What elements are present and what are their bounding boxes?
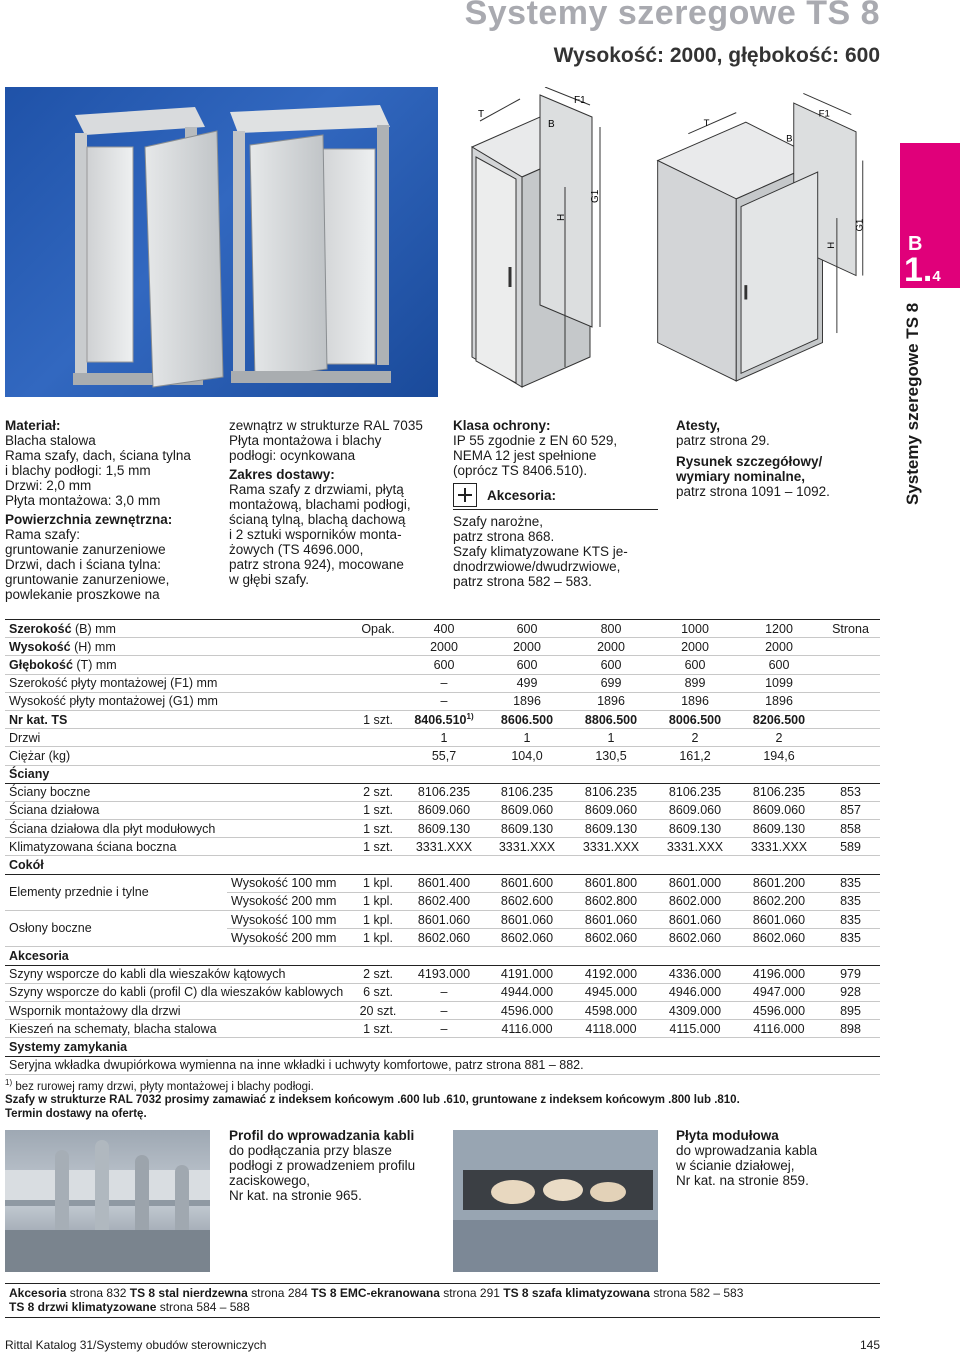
table-cell — [821, 747, 880, 765]
table-cell: 8609.130 — [403, 820, 485, 838]
table-cell: 600 — [569, 656, 653, 674]
text-line: Powierzchnia zewnętrzna: — [5, 512, 173, 527]
page-footer — [5, 1338, 880, 1352]
table-cell: 1 — [569, 729, 653, 747]
table-cell: 20 szt. — [353, 1001, 403, 1019]
table-cell: 4309.000 — [653, 1001, 737, 1019]
table-row — [5, 747, 880, 765]
text-line: gruntowanie zanurzeniowe — [5, 542, 166, 557]
text-line: Rama szafy: — [5, 527, 81, 542]
table-cell: Wysokość 100 mm — [227, 874, 353, 892]
text-line: Drzwi, dach i ściana tylna: — [5, 557, 162, 572]
table-cell: 194,6 — [737, 747, 821, 765]
table-cell: 8106.235 — [653, 783, 737, 801]
text-line: Rama szafy, dach, ściana tylna — [5, 448, 191, 463]
table-cell: 4945.000 — [569, 983, 653, 1001]
table-cell: 979 — [821, 965, 880, 983]
table-cell — [821, 710, 880, 728]
table-cell: 1 kpl. — [353, 892, 403, 910]
text-line: Płyta montażowa i blachy — [229, 433, 382, 448]
table-row — [5, 947, 880, 965]
table-cell: 4596.000 — [485, 1001, 569, 1019]
text-line: i 2 sztuki wsporników monta- — [229, 527, 402, 542]
table-cell: Wysokość 100 mm — [227, 911, 353, 929]
table-cell: 600 — [403, 656, 485, 674]
text-line: Rama szafy z drzwiami, płytą — [229, 482, 404, 497]
table-row — [5, 638, 880, 656]
table-cell: 899 — [653, 674, 737, 692]
table-cell: 8601.800 — [569, 874, 653, 892]
table-row — [5, 1038, 880, 1056]
table-cell: 835 — [821, 911, 880, 929]
table-cell: 858 — [821, 820, 880, 838]
table-cell: – — [403, 674, 485, 692]
table-cell: 8602.060 — [737, 929, 821, 947]
text-line: zaciskowego, — [229, 1173, 311, 1188]
table-cell: 8602.800 — [569, 892, 653, 910]
table-cell: 8601.600 — [485, 874, 569, 892]
table-cell: 8106.235 — [737, 783, 821, 801]
table-cell — [821, 729, 880, 747]
module-plate-photo — [453, 1130, 658, 1272]
table-cell: 4116.000 — [737, 1020, 821, 1038]
table-cell — [353, 674, 403, 692]
group-label: Osłony boczne — [5, 911, 227, 947]
table-cell: Wysokość płyty montażowej (G1) mm — [5, 692, 353, 710]
table-cell: Ściana działowa dla płyt modułowych — [5, 820, 353, 838]
table-cell: 3331.XXX — [403, 838, 485, 856]
module-plate-text — [676, 1128, 876, 1188]
acc-ref-label: Akcesoria — [9, 1286, 67, 1300]
table-cell: 4118.000 — [569, 1020, 653, 1038]
page-title: Systemy szeregowe TS 8 — [464, 0, 880, 32]
material-column — [5, 418, 215, 602]
table-cell: 8602.200 — [737, 892, 821, 910]
table-cell — [353, 656, 403, 674]
table-cell — [353, 729, 403, 747]
table-cell: 1896 — [737, 692, 821, 710]
table-row — [5, 1001, 880, 1019]
label-t-2: T — [703, 118, 710, 130]
text-line: w ścianie działowej, — [676, 1158, 795, 1173]
label-h-2: H — [826, 241, 837, 249]
text-line: patrz strona 868. — [453, 529, 555, 544]
text-line: do podłączania przy blasze — [229, 1143, 392, 1158]
text-line: do wprowadzania kabla — [676, 1143, 818, 1158]
table-cell: 4193.000 — [403, 965, 485, 983]
table-cell: Szerokość płyty montażowej (F1) mm — [5, 674, 353, 692]
cable-entry-heading: Profil do wprowadzania kabli — [229, 1128, 415, 1143]
approvals-heading: Atesty, — [676, 418, 721, 433]
drawing-heading-a: Rysunek szczegółowy/ — [676, 454, 823, 469]
table-row — [5, 674, 880, 692]
table-cell: 1896 — [485, 692, 569, 710]
table-row — [5, 838, 880, 856]
table-cell: – — [403, 1020, 485, 1038]
accessories-header — [453, 483, 658, 510]
text-line: IP 55 zgodnie z EN 60 529, — [453, 433, 618, 448]
table-cell — [353, 638, 403, 656]
acc-ref-label: TS 8 EMC-ekranowana — [311, 1286, 440, 1300]
table-row — [5, 656, 880, 674]
table-cell: 2000 — [653, 638, 737, 656]
footnote-1: $^{1)}$ bez rurowej ramy drzwi, płyty montażowej i blachy podłogi. — [5, 1078, 314, 1093]
label-h: H — [556, 213, 567, 221]
text-line: Drzwi: 2,0 mm — [5, 478, 92, 493]
acc-ref-label: TS 8 drzwi klimatyzowane — [9, 1299, 157, 1314]
table-cell: 8601.000 — [653, 874, 737, 892]
table-cell: 8602.060 — [485, 929, 569, 947]
text-line: żowych (TS 4696.000, — [229, 542, 364, 557]
table-cell: 699 — [569, 674, 653, 692]
table-cell: 1000 — [653, 620, 737, 638]
table-cell: Klimatyzowana ściana boczna — [5, 838, 353, 856]
table-row — [5, 1056, 880, 1074]
table-cell: Wspornik montażowy dla drzwi — [5, 1001, 353, 1019]
text-line: Zakres dostawy: — [229, 467, 335, 482]
table-cell: 4196.000 — [737, 965, 821, 983]
table-cell: 8206.500 — [737, 710, 821, 728]
drawing-heading-b: wymiary nominalne, — [676, 469, 806, 484]
spec-table — [5, 619, 880, 1075]
table-cell: 55,7 — [403, 747, 485, 765]
table-cell: Drzwi — [5, 729, 353, 747]
table-cell: 4115.000 — [653, 1020, 737, 1038]
table-cell — [353, 692, 403, 710]
table-cell: – — [403, 983, 485, 1001]
table-cell: 1 kpl. — [353, 929, 403, 947]
label-g1-2: G1 — [854, 218, 866, 232]
table-cell: 8609.060 — [737, 801, 821, 819]
technical-drawing-double-door — [650, 87, 880, 397]
vertical-section-title: Systemy szeregowe TS 8 — [903, 302, 922, 505]
table-cell: Ściany boczne — [5, 783, 353, 801]
text-line: Szafy narożne, — [453, 514, 544, 529]
table-row — [5, 911, 880, 929]
text-line: podłogi z prowadzeniem profilu — [229, 1158, 416, 1173]
label-g1: G1 — [590, 189, 601, 203]
table-cell: 2000 — [569, 638, 653, 656]
table-cell: 8601.060 — [569, 911, 653, 929]
text-line: Nr kat. na stronie 965. — [229, 1188, 362, 1203]
table-cell: 8406.510$^{1)}$ — [403, 710, 485, 728]
table-cell: 161,2 — [653, 747, 737, 765]
table-cell: 4336.000 — [653, 965, 737, 983]
table-cell: 1896 — [569, 692, 653, 710]
table-cell: Wysokość (H) mm — [5, 638, 353, 656]
table-row — [5, 710, 880, 728]
text-line: zewnątrz w strukturze RAL 7035 — [229, 418, 423, 433]
text-line: Płyta montażowa: 3,0 mm — [5, 493, 161, 508]
table-cell: 400 — [403, 620, 485, 638]
table-cell — [821, 638, 880, 656]
acc-ref-label: TS 8 szafa klimatyzowana — [503, 1286, 650, 1300]
table-cell: 1099 — [737, 674, 821, 692]
table-cell: 1 szt. — [353, 820, 403, 838]
table-cell: 895 — [821, 1001, 880, 1019]
footnote-ral: Szafy w strukturze RAL 7032 prosimy zamawiać z indeksem końcowym .600 lub .610, gruntowane z indeksem końcowym .800 lub .810. — [5, 1094, 740, 1107]
table-cell: 8609.130 — [737, 820, 821, 838]
text-line: ścianą tylną, blachą dachową — [229, 512, 406, 527]
table-cell: Szyny wsporcze do kabli dla wieszaków kątowych — [5, 965, 353, 983]
table-cell: 8602.000 — [653, 892, 737, 910]
footnotes — [5, 1076, 740, 1121]
section-heading: Akcesoria — [5, 947, 880, 965]
table-row — [5, 801, 880, 819]
table-cell: 600 — [737, 656, 821, 674]
table-cell: 2 — [653, 729, 737, 747]
accessories-heading: Akcesoria: — [487, 487, 557, 503]
text-line: podłogi: ocynkowana — [229, 448, 356, 463]
table-cell: 8601.060 — [737, 911, 821, 929]
cable-entry-photo — [5, 1130, 210, 1272]
text-line: NEMA 12 jest spełnione — [453, 448, 597, 463]
section-heading: Ściany — [5, 765, 880, 783]
table-row — [5, 856, 880, 874]
module-plate-heading: Płyta modułowa — [676, 1128, 779, 1143]
table-cell: 4946.000 — [653, 983, 737, 1001]
table-cell: 6 szt. — [353, 983, 403, 1001]
table-cell: Wysokość 200 mm — [227, 892, 353, 910]
acc-ref-page: strona 582 – 583 — [649, 1286, 744, 1300]
table-cell: Szerokość (B) mm — [5, 620, 353, 638]
table-cell — [821, 692, 880, 710]
drawing-ref: patrz strona 1091 – 1092. — [676, 484, 830, 499]
table-cell: 1 kpl. — [353, 874, 403, 892]
table-cell: 600 — [653, 656, 737, 674]
table-cell: Nr kat. TS — [5, 710, 353, 728]
table-cell: 4192.000 — [569, 965, 653, 983]
table-cell: 8601.060 — [485, 911, 569, 929]
table-cell: 2 — [737, 729, 821, 747]
table-row — [5, 729, 880, 747]
table-cell: – — [403, 1001, 485, 1019]
table-cell: 8609.130 — [485, 820, 569, 838]
text-line: powlekanie proszkowe na — [5, 587, 160, 602]
table-cell: 4598.000 — [569, 1001, 653, 1019]
table-row — [5, 765, 880, 783]
table-cell: 1 — [485, 729, 569, 747]
table-cell: 1 szt. — [353, 1020, 403, 1038]
text-line: w głębi szafy. — [229, 572, 310, 587]
table-cell: 600 — [485, 620, 569, 638]
table-note: Seryjna wkładka dwupiórkowa wymienna na inne wkładki i uchwyty komfortowe, patrz strona 881 – 882. — [5, 1056, 880, 1074]
page-number: 145 — [859, 1338, 880, 1352]
label-b: B — [548, 119, 555, 130]
text-line: Szafy klimatyzowane KTS je- — [453, 544, 628, 559]
catalog-name: Rittal Katalog 31/Systemy obudów sterowniczych — [5, 1338, 267, 1352]
table-row — [5, 965, 880, 983]
table-cell: 4944.000 — [485, 983, 569, 1001]
table-cell: 2 szt. — [353, 783, 403, 801]
table-cell: Ciężar (kg) — [5, 747, 353, 765]
table-cell: 8106.235 — [485, 783, 569, 801]
product-photo — [5, 87, 438, 397]
table-cell: 8609.060 — [403, 801, 485, 819]
table-cell: 1 szt. — [353, 801, 403, 819]
approvals-ref: patrz strona 29. — [676, 433, 770, 448]
label-f1: F1 — [574, 95, 586, 106]
table-cell: 1896 — [653, 692, 737, 710]
acc-ref-page: strona 584 – 588 — [156, 1299, 250, 1314]
table-cell: Kieszeń na schematy, blacha stalowa — [5, 1020, 353, 1038]
label-t: T — [478, 109, 485, 120]
table-cell: 8609.130 — [569, 820, 653, 838]
table-cell: 8609.060 — [485, 801, 569, 819]
table-cell: 8602.400 — [403, 892, 485, 910]
table-cell: 928 — [821, 983, 880, 1001]
table-cell: Opak. — [353, 620, 403, 638]
cable-entry-text — [229, 1128, 444, 1203]
text-line: patrz strona 582 – 583. — [453, 574, 592, 589]
table-cell: 1 — [403, 729, 485, 747]
group-label: Elementy przednie i tylne — [5, 874, 227, 910]
table-cell: Ściana działowa — [5, 801, 353, 819]
table-cell: 4596.000 — [737, 1001, 821, 1019]
table-cell: 1200 — [737, 620, 821, 638]
table-cell: 8601.400 — [403, 874, 485, 892]
table-cell: 4116.000 — [485, 1020, 569, 1038]
table-cell: Strona — [821, 620, 880, 638]
table-cell: Wysokość 200 mm — [227, 929, 353, 947]
table-cell: 600 — [485, 656, 569, 674]
table-cell: 8602.060 — [569, 929, 653, 947]
table-row — [5, 783, 880, 801]
section-heading: Cokół — [5, 856, 880, 874]
text-line: Nr kat. na stronie 859. — [676, 1173, 809, 1188]
chapter-number: 1.4 — [904, 251, 941, 289]
plus-icon — [453, 483, 477, 507]
text-line: Materiał: — [5, 418, 61, 433]
text-line: (oprócz TS 8406.510). — [453, 463, 588, 478]
label-f1-2: F1 — [818, 108, 830, 120]
chapter-tab — [900, 143, 960, 288]
table-cell: 835 — [821, 892, 880, 910]
table-cell: 2000 — [403, 638, 485, 656]
table-cell: 8609.060 — [653, 801, 737, 819]
delivery-column — [229, 418, 444, 587]
table-cell: 8606.500 — [485, 710, 569, 728]
table-cell: 2000 — [737, 638, 821, 656]
table-cell: 800 — [569, 620, 653, 638]
table-cell — [821, 656, 880, 674]
table-cell: 8106.235 — [569, 783, 653, 801]
table-cell: 1 szt. — [353, 838, 403, 856]
table-cell: 8106.235 — [403, 783, 485, 801]
table-cell: Szyny wsporcze do kabli (profil C) dla wieszaków kablowych — [5, 983, 353, 1001]
table-cell: 3331.XXX — [569, 838, 653, 856]
table-cell: 589 — [821, 838, 880, 856]
table-cell: 8806.500 — [569, 710, 653, 728]
text-line: Blacha stalowa — [5, 433, 96, 448]
table-cell: 8609.060 — [569, 801, 653, 819]
table-cell: 8601.200 — [737, 874, 821, 892]
table-row — [5, 692, 880, 710]
table-cell: 8006.500 — [653, 710, 737, 728]
accessories-bar — [5, 1283, 880, 1318]
chapter-letter: B — [908, 233, 923, 255]
text-line: dnodrzwiowe/dwudrzwiowe, — [453, 559, 621, 574]
table-cell: 835 — [821, 874, 880, 892]
text-line: patrz strona 924), mocowane — [229, 557, 404, 572]
table-cell: 853 — [821, 783, 880, 801]
table-cell: 8602.060 — [403, 929, 485, 947]
table-cell: 130,5 — [569, 747, 653, 765]
table-cell — [821, 674, 880, 692]
table-cell: 898 — [821, 1020, 880, 1038]
table-cell: Głębokość (T) mm — [5, 656, 353, 674]
table-row — [5, 820, 880, 838]
table-cell: 3331.XXX — [485, 838, 569, 856]
table-cell — [353, 747, 403, 765]
table-cell: 1 kpl. — [353, 911, 403, 929]
technical-drawing-single-door — [450, 87, 680, 397]
table-cell: 3331.XXX — [653, 838, 737, 856]
text-line: i blachy podłogi: 1,5 mm — [5, 463, 151, 478]
table-cell: 2 szt. — [353, 965, 403, 983]
approvals-column — [676, 418, 876, 499]
protection-heading: Klasa ochrony: — [453, 418, 551, 433]
table-cell: 835 — [821, 929, 880, 947]
table-row — [5, 874, 880, 892]
table-cell: 2000 — [485, 638, 569, 656]
text-line: montażową, blachami podłogi, — [229, 497, 411, 512]
protection-column — [453, 418, 658, 589]
page-subtitle: Wysokość: 2000, głębokość: 600 — [553, 44, 880, 67]
table-cell: 1 szt. — [353, 710, 403, 728]
label-b-2: B — [786, 133, 793, 145]
table-cell: 3331.XXX — [737, 838, 821, 856]
table-row — [5, 1020, 880, 1038]
table-cell: 8601.060 — [403, 911, 485, 929]
table-cell: 499 — [485, 674, 569, 692]
table-cell: 857 — [821, 801, 880, 819]
table-row — [5, 620, 880, 638]
table-cell: 4947.000 — [737, 983, 821, 1001]
table-cell: 4191.000 — [485, 965, 569, 983]
acc-ref-label: TS 8 stal nierdzewna — [129, 1286, 248, 1300]
text-line: gruntowanie zanurzeniowe, — [5, 572, 170, 587]
table-cell: 104,0 — [485, 747, 569, 765]
footnote-delivery: Termin dostawy na ofertę. — [5, 1107, 147, 1120]
acc-ref-page: strona 832 — [66, 1286, 130, 1300]
table-cell: 8602.600 — [485, 892, 569, 910]
table-cell: 8609.130 — [653, 820, 737, 838]
table-row — [5, 983, 880, 1001]
section-heading: Systemy zamykania — [5, 1038, 880, 1056]
acc-ref-page: strona 291 — [439, 1286, 504, 1300]
table-cell: 8601.060 — [653, 911, 737, 929]
table-cell: – — [403, 692, 485, 710]
acc-ref-page: strona 284 — [247, 1286, 312, 1300]
table-cell: 8602.060 — [653, 929, 737, 947]
